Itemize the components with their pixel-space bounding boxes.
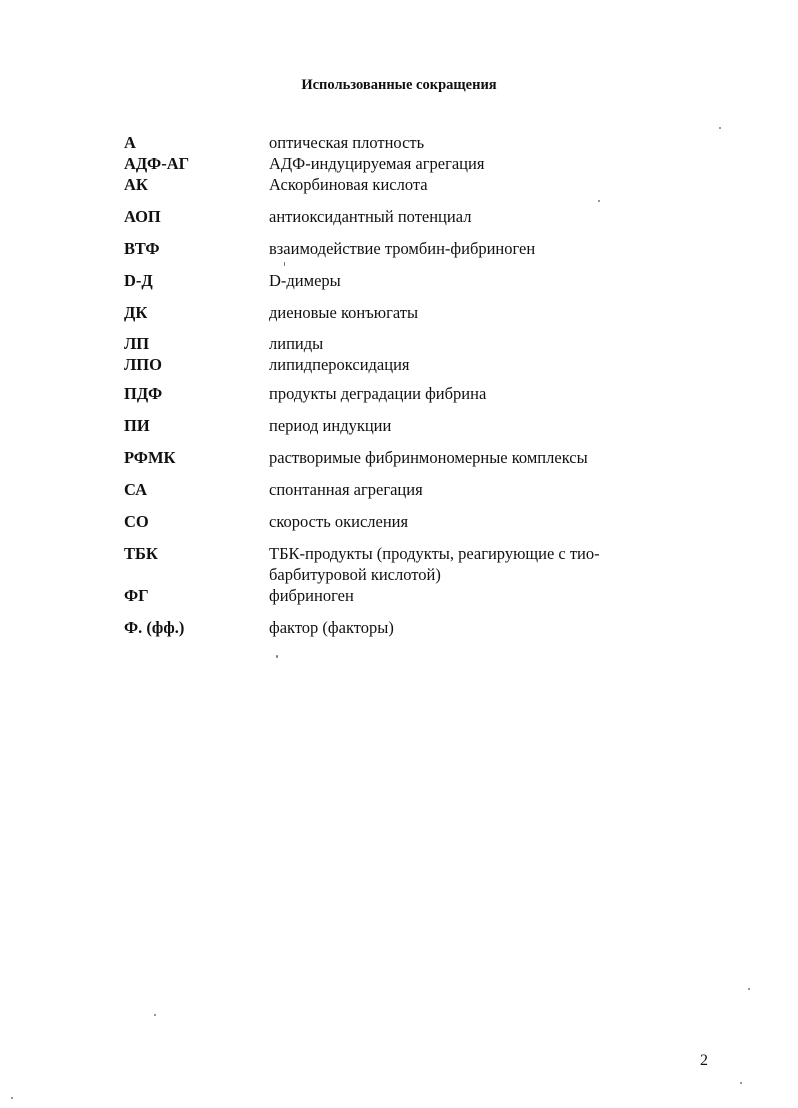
definition: фибриноген — [269, 586, 354, 605]
abbreviation: Ф. (фф.) — [124, 618, 185, 637]
abbreviation: СО — [124, 512, 149, 531]
definition: период индукции — [269, 416, 392, 435]
definition: скорость окисления — [269, 512, 409, 531]
definition: ТБК-продукты (продукты, реагирующие с тио-барбитуровой кислотой) — [269, 544, 600, 584]
abbreviation: СА — [124, 480, 148, 499]
page-number: 2 — [700, 1052, 708, 1069]
abbreviation: ТБК — [124, 544, 158, 563]
scan-speck — [284, 262, 285, 266]
abbreviation: А — [124, 133, 136, 152]
definition: диеновые конъюгаты — [269, 303, 419, 322]
definition: липиды — [269, 334, 324, 353]
definition: липидпероксидация — [269, 355, 410, 374]
definition: оптическая плотность — [269, 133, 425, 152]
definition: Аскорбиновая кислота — [269, 175, 428, 194]
abbreviation: ВТФ — [124, 239, 160, 258]
abbreviation: РФМК — [124, 448, 176, 467]
definition: растворимые фибринмономерные комплексы — [269, 448, 588, 467]
abbreviation: АК — [124, 175, 148, 194]
scan-speck — [598, 200, 600, 202]
page-title: Использованные сокращения — [301, 77, 497, 93]
definition: АДФ-индуцируемая агрегация — [269, 154, 485, 173]
scan-speck — [748, 988, 750, 990]
abbreviation: D-Д — [124, 271, 153, 290]
definition: D-димеры — [269, 271, 341, 290]
abbreviation: АОП — [124, 207, 161, 226]
abbreviation: АДФ-АГ — [124, 154, 190, 173]
definition: продукты деградации фибрина — [269, 384, 487, 403]
scan-speck — [154, 1014, 156, 1016]
abbreviation: ПДФ — [124, 384, 163, 403]
definition: фактор (факторы) — [269, 618, 394, 637]
definition: антиоксидантный потенциал — [269, 207, 472, 226]
abbreviation: ДК — [124, 303, 148, 322]
abbreviation: ЛПО — [124, 355, 162, 374]
definition: спонтанная агрегация — [269, 480, 423, 499]
scan-speck — [11, 1097, 13, 1099]
scan-speck — [719, 127, 721, 129]
definition: взаимодействие тромбин-фибриноген — [269, 239, 536, 258]
abbreviation: ПИ — [124, 416, 150, 435]
scan-speck — [276, 655, 278, 658]
abbreviation: ЛП — [124, 334, 150, 353]
scan-speck — [740, 1082, 742, 1084]
abbreviation: ФГ — [124, 586, 149, 605]
